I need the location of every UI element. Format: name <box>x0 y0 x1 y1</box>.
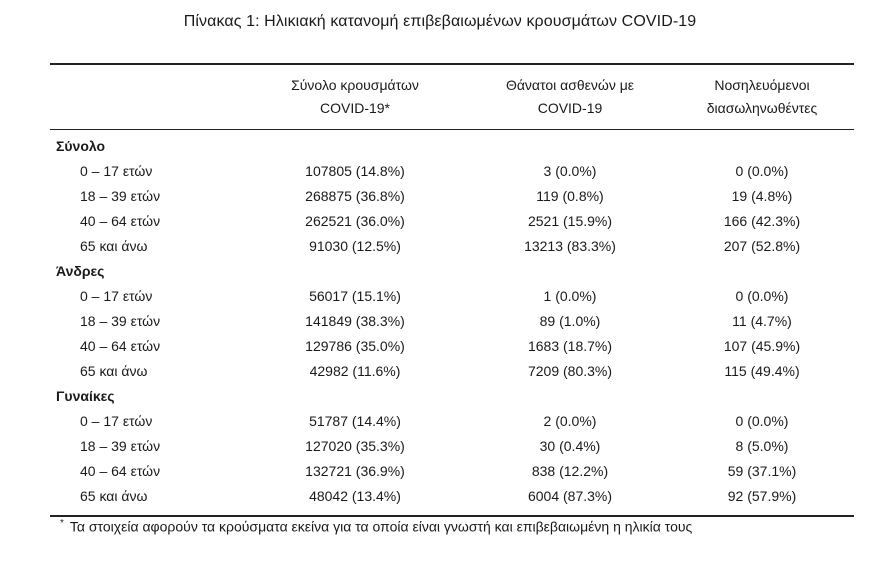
intubated-cell: 207 (52.8%) <box>723 238 801 254</box>
intubated-cell: 166 (42.3%) <box>723 213 801 229</box>
deaths-cell: 89 (1.0%) <box>539 313 601 329</box>
group-title-total: Σύνολο <box>56 138 106 154</box>
intubated-cell: 115 (49.4%) <box>724 363 800 379</box>
deaths-cell: 6004 (87.3%) <box>527 488 613 504</box>
table-row <box>50 334 854 359</box>
cases-cell: 127020 (35.3%) <box>305 438 405 454</box>
age-label: 18 – 39 ετών <box>80 438 161 454</box>
deaths-cell: 2521 (15.9%) <box>527 213 613 229</box>
deaths-cell: 1 (0.0%) <box>543 288 597 304</box>
cases-cell: 129786 (35.0%) <box>305 338 405 354</box>
table-header-row <box>50 65 854 129</box>
table-bottom-rule <box>50 515 854 517</box>
group-title-men: Άνδρες <box>56 263 105 279</box>
table-row <box>50 159 854 184</box>
deaths-cell: 119 (0.8%) <box>536 188 604 204</box>
age-label: 40 – 64 ετών <box>80 213 161 229</box>
cases-cell: 268875 (36.8%) <box>305 188 405 204</box>
age-label: 65 και άνω <box>80 363 148 379</box>
deaths-cell: 13213 (83.3%) <box>524 238 616 254</box>
cases-cell: 48042 (13.4%) <box>309 488 401 504</box>
cases-cell: 42982 (11.6%) <box>309 363 401 379</box>
footnote <box>60 518 692 535</box>
covid-age-table <box>50 63 854 517</box>
intubated-cell: 19 (4.8%) <box>731 188 793 204</box>
table-body <box>50 130 854 515</box>
cases-cell: 132721 (36.9%) <box>305 463 405 479</box>
table-title: Πίνακας 1: Ηλικιακή κατανομή επιβεβαιωμένων κρουσμάτων COVID-19 <box>183 13 697 30</box>
age-label: 65 και άνω <box>80 238 148 254</box>
deaths-cell: 838 (12.2%) <box>531 463 609 479</box>
intubated-cell: 107 (45.9%) <box>723 338 801 354</box>
table-row <box>50 459 854 484</box>
table-row <box>50 309 854 334</box>
cases-cell: 262521 (36.0%) <box>305 213 405 229</box>
header-intubated <box>670 74 854 120</box>
intubated-cell: 8 (5.0%) <box>735 438 789 454</box>
header-total-cases <box>240 74 470 120</box>
intubated-cell: 0 (0.0%) <box>735 413 789 429</box>
table-row <box>50 284 854 309</box>
cases-cell: 141849 (38.3%) <box>305 313 405 329</box>
intubated-cell: 11 (4.7%) <box>732 313 792 329</box>
footnote-text: Τα στοιχεία αφορούν τα κρούσματα εκείνα για τα οποία είναι γνωστή και επιβεβαιωμένη η ηλικία τους <box>69 518 693 535</box>
age-label: 40 – 64 ετών <box>80 338 161 354</box>
age-label: 0 – 17 ετών <box>80 413 153 429</box>
age-label: 0 – 17 ετών <box>80 163 153 179</box>
age-label: 18 – 39 ετών <box>80 188 161 204</box>
header-deaths <box>470 74 670 120</box>
age-label: 65 και άνω <box>80 488 148 504</box>
table-row <box>50 184 854 209</box>
deaths-cell: 7209 (80.3%) <box>527 363 613 379</box>
deaths-cell: 3 (0.0%) <box>543 163 597 179</box>
header-total-cases-line1: Σύνολο κρουσμάτων <box>291 77 419 93</box>
table-row <box>50 359 854 384</box>
cases-cell: 91030 (12.5%) <box>309 238 401 254</box>
footnote-marker: * <box>60 518 64 529</box>
header-total-cases-line2: COVID-19* <box>319 100 391 116</box>
header-deaths-line1: Θάνατοι ασθενών με <box>505 77 635 93</box>
intubated-cell: 59 (37.1%) <box>727 463 797 479</box>
table-row <box>50 434 854 459</box>
deaths-cell: 30 (0.4%) <box>539 438 601 454</box>
deaths-cell: 2 (0.0%) <box>543 413 597 429</box>
table-row <box>50 234 854 259</box>
deaths-cell: 1683 (18.7%) <box>527 338 613 354</box>
table-row <box>50 409 854 434</box>
header-intubated-line1: Νοσηλευόμενοι <box>714 77 810 93</box>
intubated-cell: 0 (0.0%) <box>735 163 789 179</box>
intubated-cell: 92 (57.9%) <box>727 488 797 504</box>
cases-cell: 107805 (14.8%) <box>305 163 405 179</box>
table-row <box>50 209 854 234</box>
age-label: 0 – 17 ετών <box>80 288 153 304</box>
intubated-cell: 0 (0.0%) <box>735 288 789 304</box>
age-label: 18 – 39 ετών <box>80 313 161 329</box>
header-deaths-line2: COVID-19 <box>537 100 603 116</box>
header-intubated-line2: διασωληνωθέντες <box>706 100 818 116</box>
group-title-women: Γυναίκες <box>56 388 115 404</box>
cases-cell: 56017 (15.1%) <box>309 288 401 304</box>
cases-cell: 51787 (14.4%) <box>309 413 401 429</box>
age-label: 40 – 64 ετών <box>80 463 161 479</box>
table-row <box>50 484 854 509</box>
